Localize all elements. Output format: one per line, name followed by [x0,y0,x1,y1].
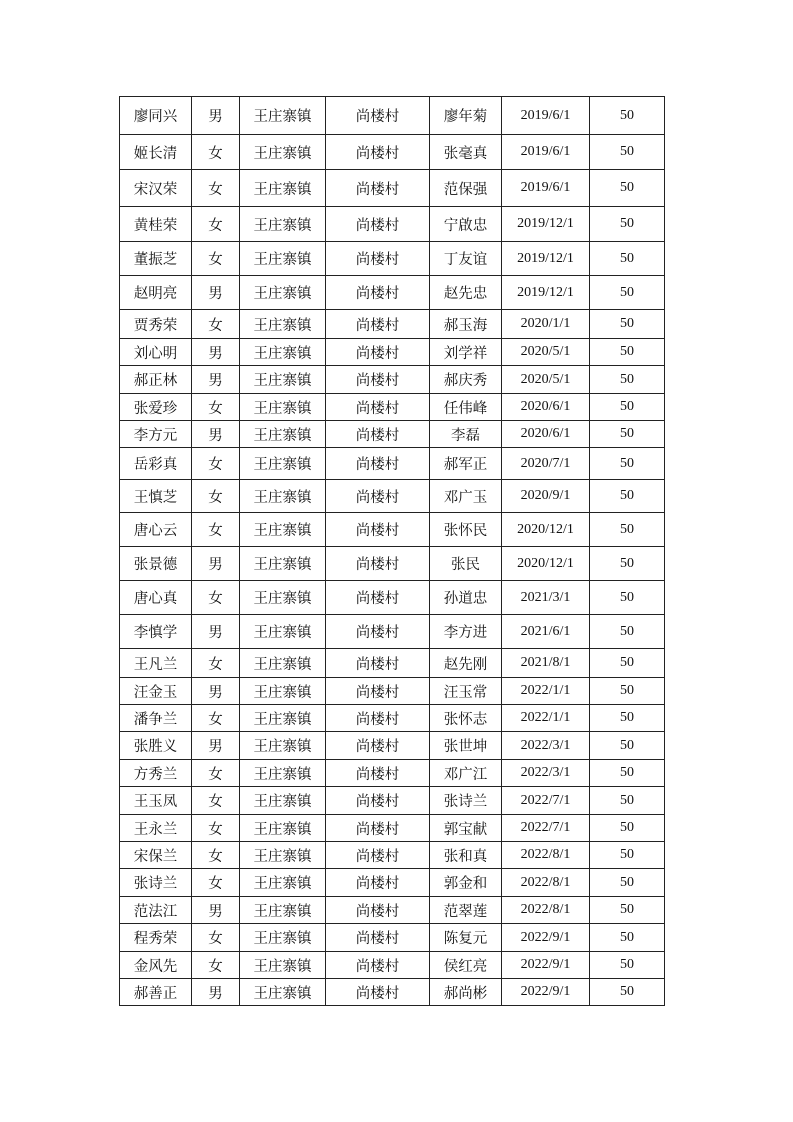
town-cell: 王庄寨镇 [240,732,326,760]
contact-cell: 邓广江 [430,760,502,787]
village-cell: 尚楼村 [326,924,430,952]
gender-cell: 男 [192,547,240,581]
town-cell: 王庄寨镇 [240,394,326,421]
town-cell: 王庄寨镇 [240,924,326,952]
name-cell: 程秀荣 [120,924,192,952]
amount-cell: 50 [590,170,665,207]
village-cell: 尚楼村 [326,897,430,924]
date-cell: 2019/12/1 [502,207,590,242]
village-cell: 尚楼村 [326,276,430,310]
date-cell: 2020/9/1 [502,480,590,513]
name-cell: 宋保兰 [120,842,192,869]
gender-cell: 男 [192,97,240,135]
table-row [120,732,665,760]
town-cell: 王庄寨镇 [240,135,326,170]
town-cell: 王庄寨镇 [240,869,326,897]
town-cell: 王庄寨镇 [240,649,326,678]
contact-cell: 刘学祥 [430,339,502,366]
table-row [120,842,665,869]
contact-cell: 赵先刚 [430,649,502,678]
gender-cell: 男 [192,979,240,1006]
town-cell: 王庄寨镇 [240,421,326,448]
gender-cell: 男 [192,276,240,310]
table-row [120,815,665,842]
gender-cell: 男 [192,366,240,394]
table-row [120,615,665,649]
name-cell: 王慎芝 [120,480,192,513]
contact-cell: 李磊 [430,421,502,448]
name-cell: 王永兰 [120,815,192,842]
contact-cell: 张世坤 [430,732,502,760]
table-row [120,310,665,339]
name-cell: 廖同兴 [120,97,192,135]
town-cell: 王庄寨镇 [240,842,326,869]
amount-cell: 50 [590,924,665,952]
table-row [120,135,665,170]
village-cell: 尚楼村 [326,760,430,787]
gender-cell: 女 [192,869,240,897]
amount-cell: 50 [590,448,665,480]
gender-cell: 女 [192,135,240,170]
gender-cell: 男 [192,897,240,924]
gender-cell: 女 [192,448,240,480]
town-cell: 王庄寨镇 [240,547,326,581]
village-cell: 尚楼村 [326,135,430,170]
town-cell: 王庄寨镇 [240,207,326,242]
amount-cell: 50 [590,815,665,842]
village-cell: 尚楼村 [326,366,430,394]
name-cell: 刘心明 [120,339,192,366]
town-cell: 王庄寨镇 [240,366,326,394]
amount-cell: 50 [590,581,665,615]
date-cell: 2022/8/1 [502,869,590,897]
table-row [120,869,665,897]
gender-cell: 女 [192,649,240,678]
name-cell: 郝正林 [120,366,192,394]
contact-cell: 陈复元 [430,924,502,952]
village-cell: 尚楼村 [326,339,430,366]
town-cell: 王庄寨镇 [240,787,326,815]
contact-cell: 任伟峰 [430,394,502,421]
table-row [120,678,665,705]
amount-cell: 50 [590,897,665,924]
gender-cell: 女 [192,242,240,276]
gender-cell: 男 [192,678,240,705]
table-row [120,787,665,815]
name-cell: 董振芝 [120,242,192,276]
village-cell: 尚楼村 [326,581,430,615]
village-cell: 尚楼村 [326,979,430,1006]
amount-cell: 50 [590,394,665,421]
date-cell: 2020/12/1 [502,547,590,581]
contact-cell: 丁友谊 [430,242,502,276]
village-cell: 尚楼村 [326,394,430,421]
amount-cell: 50 [590,421,665,448]
village-cell: 尚楼村 [326,480,430,513]
table-row [120,276,665,310]
gender-cell: 女 [192,480,240,513]
amount-cell: 50 [590,979,665,1006]
table-row [120,366,665,394]
table-row [120,897,665,924]
date-cell: 2019/12/1 [502,276,590,310]
gender-cell: 女 [192,705,240,732]
amount-cell: 50 [590,649,665,678]
amount-cell: 50 [590,97,665,135]
table-row [120,480,665,513]
name-cell: 李方元 [120,421,192,448]
date-cell: 2019/6/1 [502,135,590,170]
name-cell: 张胜义 [120,732,192,760]
name-cell: 王凡兰 [120,649,192,678]
date-cell: 2022/9/1 [502,924,590,952]
amount-cell: 50 [590,276,665,310]
table-row [120,448,665,480]
amount-cell: 50 [590,760,665,787]
town-cell: 王庄寨镇 [240,513,326,547]
date-cell: 2021/8/1 [502,649,590,678]
gender-cell: 女 [192,207,240,242]
amount-cell: 50 [590,787,665,815]
town-cell: 王庄寨镇 [240,480,326,513]
contact-cell: 范翠莲 [430,897,502,924]
amount-cell: 50 [590,310,665,339]
town-cell: 王庄寨镇 [240,276,326,310]
gender-cell: 男 [192,615,240,649]
name-cell: 唐心云 [120,513,192,547]
gender-cell: 女 [192,842,240,869]
date-cell: 2019/12/1 [502,242,590,276]
date-cell: 2020/1/1 [502,310,590,339]
town-cell: 王庄寨镇 [240,448,326,480]
village-cell: 尚楼村 [326,869,430,897]
date-cell: 2022/7/1 [502,815,590,842]
date-cell: 2022/8/1 [502,897,590,924]
table-row [120,421,665,448]
gender-cell: 女 [192,760,240,787]
table-row [120,207,665,242]
name-cell: 李慎学 [120,615,192,649]
table-row [120,705,665,732]
date-cell: 2019/6/1 [502,97,590,135]
table-row [120,979,665,1006]
gender-cell: 女 [192,787,240,815]
town-cell: 王庄寨镇 [240,705,326,732]
name-cell: 王玉凤 [120,787,192,815]
village-cell: 尚楼村 [326,842,430,869]
amount-cell: 50 [590,732,665,760]
gender-cell: 女 [192,581,240,615]
contact-cell: 郝庆秀 [430,366,502,394]
contact-cell: 李方进 [430,615,502,649]
contact-cell: 郭金和 [430,869,502,897]
contact-cell: 张怀民 [430,513,502,547]
name-cell: 唐心真 [120,581,192,615]
amount-cell: 50 [590,339,665,366]
village-cell: 尚楼村 [326,513,430,547]
amount-cell: 50 [590,869,665,897]
name-cell: 张景德 [120,547,192,581]
date-cell: 2022/8/1 [502,842,590,869]
name-cell: 潘争兰 [120,705,192,732]
table-row [120,952,665,979]
date-cell: 2021/3/1 [502,581,590,615]
name-cell: 贾秀荣 [120,310,192,339]
contact-cell: 郭宝献 [430,815,502,842]
contact-cell: 张毫真 [430,135,502,170]
date-cell: 2020/6/1 [502,394,590,421]
amount-cell: 50 [590,952,665,979]
gender-cell: 男 [192,421,240,448]
table-row [120,924,665,952]
name-cell: 姬长清 [120,135,192,170]
village-cell: 尚楼村 [326,170,430,207]
contact-cell: 张民 [430,547,502,581]
date-cell: 2022/1/1 [502,678,590,705]
contact-cell: 郝尚彬 [430,979,502,1006]
amount-cell: 50 [590,513,665,547]
name-cell: 金风先 [120,952,192,979]
date-cell: 2022/1/1 [502,705,590,732]
amount-cell: 50 [590,366,665,394]
roster-table [119,96,665,1006]
village-cell: 尚楼村 [326,705,430,732]
date-cell: 2022/3/1 [502,732,590,760]
date-cell: 2021/6/1 [502,615,590,649]
amount-cell: 50 [590,705,665,732]
village-cell: 尚楼村 [326,732,430,760]
name-cell: 宋汉荣 [120,170,192,207]
date-cell: 2020/7/1 [502,448,590,480]
contact-cell: 张诗兰 [430,787,502,815]
name-cell: 郝善正 [120,979,192,1006]
amount-cell: 50 [590,207,665,242]
contact-cell: 廖年菊 [430,97,502,135]
village-cell: 尚楼村 [326,421,430,448]
gender-cell: 女 [192,924,240,952]
date-cell: 2020/5/1 [502,339,590,366]
name-cell: 张爱珍 [120,394,192,421]
contact-cell: 郝玉海 [430,310,502,339]
gender-cell: 女 [192,310,240,339]
table-row [120,649,665,678]
date-cell: 2020/12/1 [502,513,590,547]
village-cell: 尚楼村 [326,649,430,678]
name-cell: 岳彩真 [120,448,192,480]
town-cell: 王庄寨镇 [240,615,326,649]
village-cell: 尚楼村 [326,207,430,242]
village-cell: 尚楼村 [326,448,430,480]
village-cell: 尚楼村 [326,787,430,815]
contact-cell: 张怀志 [430,705,502,732]
village-cell: 尚楼村 [326,615,430,649]
town-cell: 王庄寨镇 [240,242,326,276]
name-cell: 范法江 [120,897,192,924]
village-cell: 尚楼村 [326,310,430,339]
town-cell: 王庄寨镇 [240,678,326,705]
name-cell: 赵明亮 [120,276,192,310]
date-cell: 2022/3/1 [502,760,590,787]
town-cell: 王庄寨镇 [240,581,326,615]
date-cell: 2020/5/1 [502,366,590,394]
amount-cell: 50 [590,842,665,869]
gender-cell: 女 [192,513,240,547]
name-cell: 汪金玉 [120,678,192,705]
village-cell: 尚楼村 [326,952,430,979]
table-row [120,547,665,581]
amount-cell: 50 [590,480,665,513]
town-cell: 王庄寨镇 [240,815,326,842]
town-cell: 王庄寨镇 [240,979,326,1006]
gender-cell: 女 [192,170,240,207]
contact-cell: 范保强 [430,170,502,207]
contact-cell: 邓广玉 [430,480,502,513]
amount-cell: 50 [590,242,665,276]
contact-cell: 张和真 [430,842,502,869]
table-row [120,760,665,787]
gender-cell: 男 [192,732,240,760]
date-cell: 2020/6/1 [502,421,590,448]
table-row [120,170,665,207]
gender-cell: 男 [192,339,240,366]
village-cell: 尚楼村 [326,547,430,581]
roster-body [120,97,665,1006]
town-cell: 王庄寨镇 [240,897,326,924]
table-row [120,242,665,276]
date-cell: 2022/9/1 [502,952,590,979]
amount-cell: 50 [590,615,665,649]
contact-cell: 侯红亮 [430,952,502,979]
table-row [120,394,665,421]
town-cell: 王庄寨镇 [240,97,326,135]
date-cell: 2022/7/1 [502,787,590,815]
amount-cell: 50 [590,547,665,581]
contact-cell: 宁啟忠 [430,207,502,242]
table-row [120,513,665,547]
town-cell: 王庄寨镇 [240,760,326,787]
name-cell: 张诗兰 [120,869,192,897]
name-cell: 黄桂荣 [120,207,192,242]
town-cell: 王庄寨镇 [240,339,326,366]
amount-cell: 50 [590,678,665,705]
date-cell: 2022/9/1 [502,979,590,1006]
town-cell: 王庄寨镇 [240,310,326,339]
table-row [120,97,665,135]
village-cell: 尚楼村 [326,815,430,842]
date-cell: 2019/6/1 [502,170,590,207]
gender-cell: 女 [192,815,240,842]
contact-cell: 汪玉常 [430,678,502,705]
name-cell: 方秀兰 [120,760,192,787]
amount-cell: 50 [590,135,665,170]
gender-cell: 女 [192,394,240,421]
town-cell: 王庄寨镇 [240,952,326,979]
village-cell: 尚楼村 [326,97,430,135]
contact-cell: 赵先忠 [430,276,502,310]
table-row [120,581,665,615]
town-cell: 王庄寨镇 [240,170,326,207]
table-row [120,339,665,366]
contact-cell: 郝军正 [430,448,502,480]
village-cell: 尚楼村 [326,242,430,276]
contact-cell: 孙道忠 [430,581,502,615]
gender-cell: 女 [192,952,240,979]
village-cell: 尚楼村 [326,678,430,705]
